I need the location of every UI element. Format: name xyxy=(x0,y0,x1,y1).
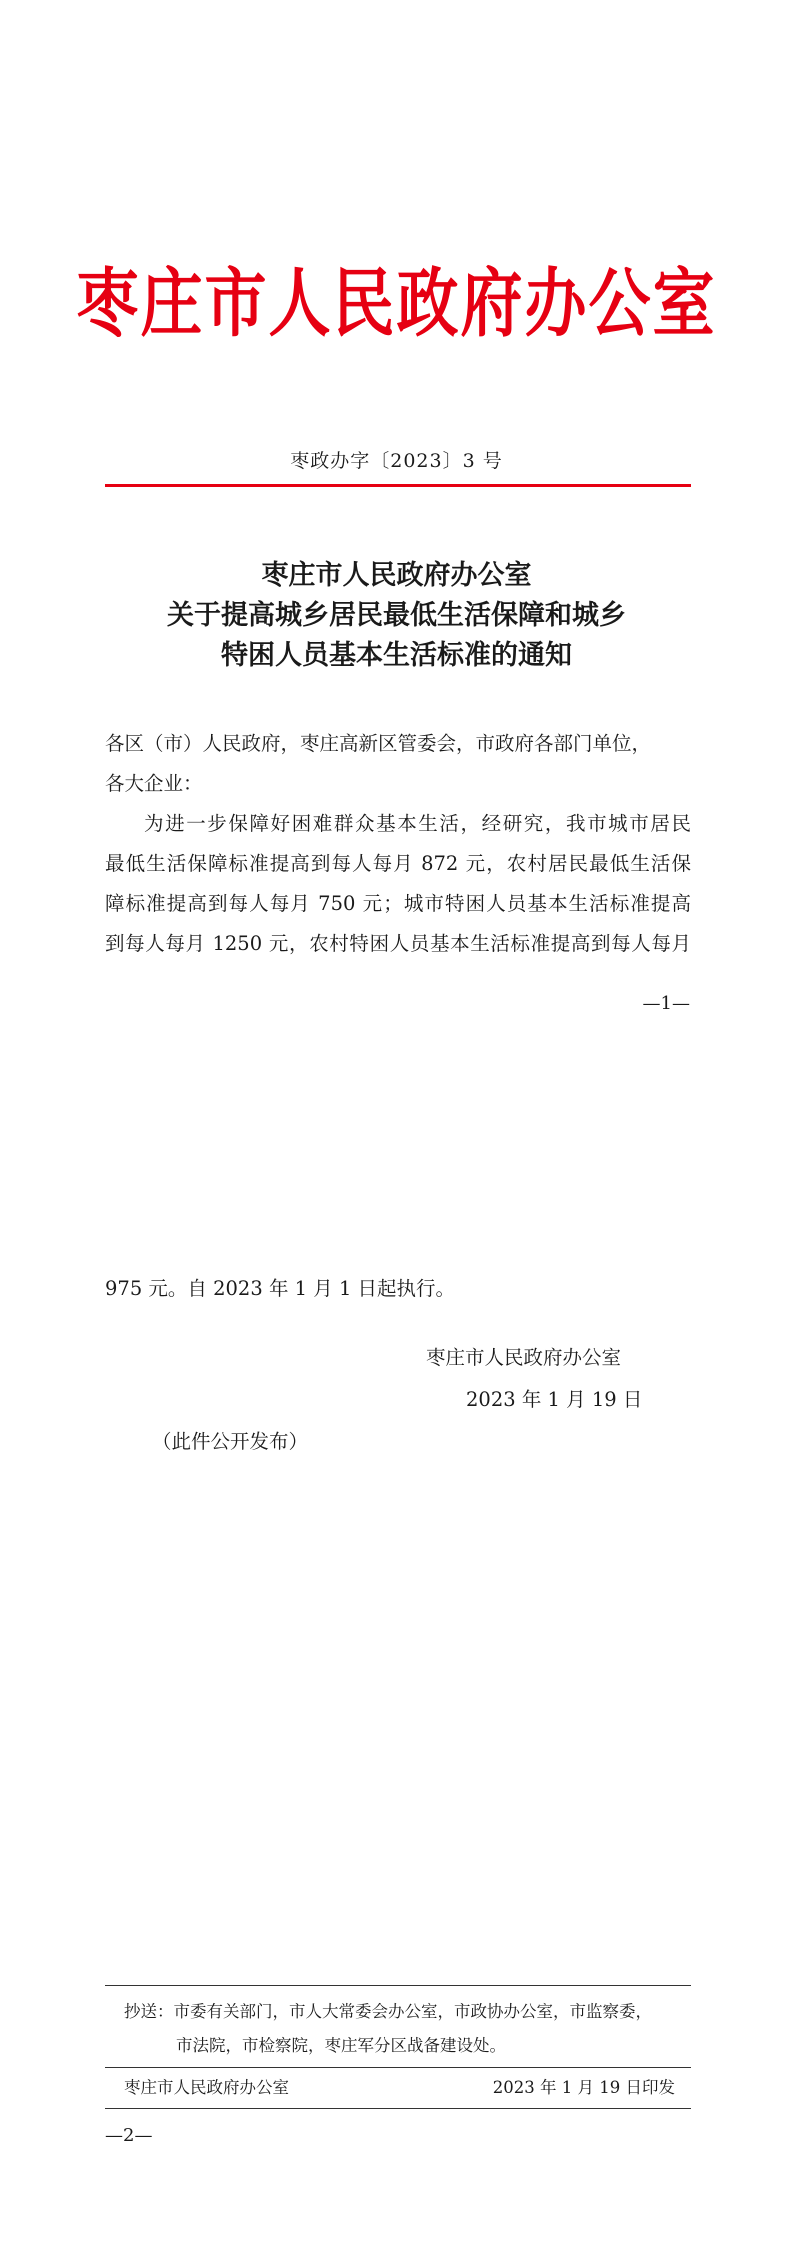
document-page-2 xyxy=(0,1122,793,2244)
cc-list xyxy=(124,1995,684,2063)
signature-date: 2023 年 1 月 19 日 xyxy=(466,1388,643,1411)
footer-rule xyxy=(105,2108,691,2109)
title-line-1: 枣庄市人民政府办公室 xyxy=(261,560,532,591)
paragraph-line-3: 障标准提高到每人每月 750 元；城市特困人员基本生活标准提高 xyxy=(105,892,691,915)
salutation xyxy=(105,724,691,804)
paragraph-line-4: 到每人每月 1250 元，农村特困人员基本生活标准提高到每人每月 xyxy=(105,932,691,955)
paragraph-line-2: 最低生活保障标准提高到每人每月 872 元，农村居民最低生活保 xyxy=(105,852,691,875)
cc-line-2: 市法院，市检察院，枣庄军分区战备建设处。 xyxy=(176,2036,506,2055)
body-paragraph xyxy=(105,804,691,964)
title-line-2: 关于提高城乡居民最低生活保障和城乡 xyxy=(167,600,626,631)
cc-line-1: 抄送：市委有关部门，市人大常委会办公室，市政协办公室，市监察委， xyxy=(124,2002,652,2021)
page-number: —2— xyxy=(105,2125,153,2146)
signature-organization: 枣庄市人民政府办公室 xyxy=(426,1346,622,1369)
cc-bottom-rule xyxy=(105,2067,691,2068)
salutation-line-1: 各区（市）人民政府，枣庄高新区管委会，市政府各部门单位， xyxy=(105,732,652,755)
issuer-org: 枣庄市人民政府办公室 xyxy=(124,2078,289,2097)
publication-note: （此件公开发布） xyxy=(152,1430,309,1453)
red-separator-line xyxy=(105,484,691,487)
page-number: —1— xyxy=(642,993,690,1014)
issue-date: 2023 年 1 月 19 日印发 xyxy=(492,2078,675,2097)
cc-top-rule xyxy=(105,1985,691,1986)
paragraph-line-1: 为进一步保障好困难群众基本生活，经研究，我市城市居民 xyxy=(144,812,691,835)
issuing-org-header: 枣庄市人民政府办公室 xyxy=(76,259,717,348)
document-title xyxy=(0,556,793,676)
salutation-line-2: 各大企业： xyxy=(105,772,203,795)
title-line-3: 特困人员基本生活标准的通知 xyxy=(221,640,572,671)
paragraph-continuation: 975 元。自 2023 年 1 月 1 日起执行。 xyxy=(105,1277,456,1300)
document-number: 枣政办字〔2023〕3 号 xyxy=(290,450,503,472)
